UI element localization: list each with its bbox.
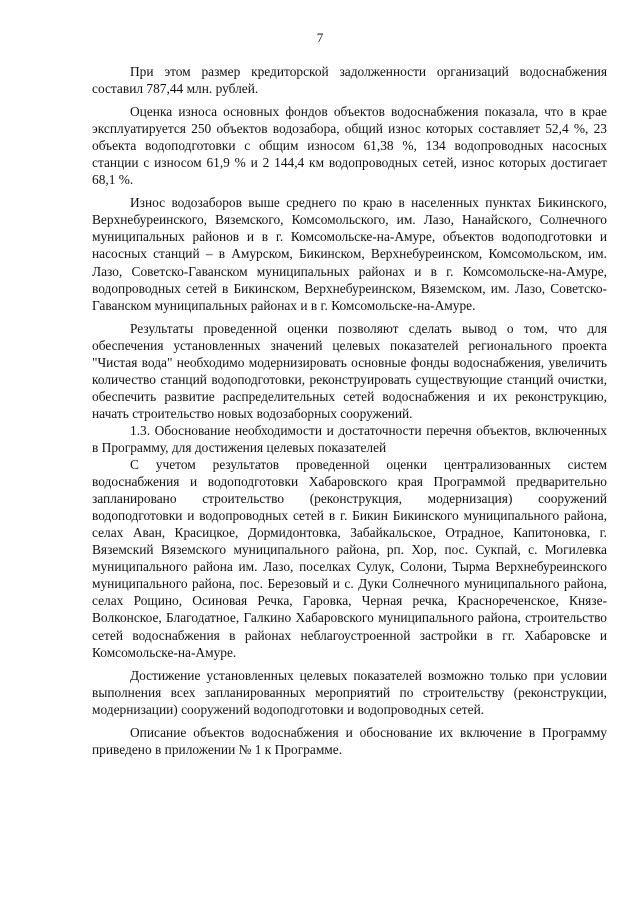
document-body: [92, 63, 607, 758]
section-heading-1-3: 1.3. Обоснование необходимости и достаточности перечня объектов, включенных в Программу, для достижения целевых показателей: [92, 422, 607, 455]
paragraph-assessment-results: Результаты проведенной оценки позволяют сделать вывод о том, что для обеспечения установленных значений целевых показателей регионального проекта "Чистая вода" необходимо модернизировать основные фонды водоснабжения, увеличить количество станций водоподготовки, реконструировать существующие станций очистки, обеспечить развитие распределительных сетей водоснабжения и их реконструкцию, начать строительство новых водозаборных сооружений.: [92, 320, 607, 421]
paragraph-program-objects: С учетом результатов проведенной оценки централизованных систем водоснабжения и водоподготовки Хабаровского края Программой предварительно запланировано строительство (реконструкция, модернизация) сооружений водоподготовки и водопроводных сетей в г. Бикин Бикинского муниципального района, селах Аван, Красицкое, Дормидонтовка, Забайкальское, Отрадное, Капитоновка, г. Вяземский Вяземского муниципального района, рп. Хор, пос. Сукпай, с. Могилевка муниципального района им. Лазо, поселках Сулук, Солони, Тырма Верхнебуреинского муниципального района, пос. Березовый и с. Дуки Солнечного муниципального района, селах Рощино, Осиновая Речка, Гаровка, Черная речка, Краснореченское, Князе-Волконское, Благодатное, Галкино Хабаровского муниципального района, строительство сетей водоснабжения в районах неблагоустроенной застройки в гг. Хабаровске и Комсомольске-на-Амуре.: [92, 457, 607, 660]
page-number: 7: [316, 30, 324, 45]
paragraph-appendix-reference: Описание объектов водоснабжения и обоснование их включение в Программу приведено в приложении № 1 к Программе.: [92, 724, 607, 757]
paragraph-target-achievement: Достижение установленных целевых показателей возможно только при условии выполнения всех запланированных мероприятий по строительству (реконструкции, модернизации) сооружений водоподготовки и водопроводных сетей.: [92, 667, 607, 717]
paragraph-above-average-wear: Износ водозаборов выше среднего по краю в населенных пунктах Бикинского, Верхнебуреинского, Вяземского, Комсомольского, им. Лазо, Нанайского, Солнечного муниципальных районов и в г. Комсомольске-на-Амуре, объектов водоподготовки и насосных станций – в Амурском, Бикинском, Верхнебуреинском, Комсомольском, им. Лазо, Советско-Гаванском муниципальных районах и в г. Комсомольске-на-Амуре, водопроводных сетей в Бикинском, Верхнебуреинском, Вяземском, им. Лазо, Советско-Гаванском муниципальных районах и в г. Комсомольске-на-Амуре.: [92, 195, 607, 313]
paragraph-wear-assessment: Оценка износа основных фондов объектов водоснабжения показала, что в крае эксплуатируется 250 объектов водозабора, общий износ которых составляет 52,4 %, 23 объекта водоподготовки с общим износом 61,38 %, 134 водопроводных насосных станции с износом 61,9 % и 2 144,4 км водопроводных сетей, износ которых достигает 68,1 %.: [92, 104, 607, 188]
paragraph-creditor-debt: При этом размер кредиторской задолженности организаций водоснабжения составил 787,44 млн. рублей.: [92, 64, 607, 97]
